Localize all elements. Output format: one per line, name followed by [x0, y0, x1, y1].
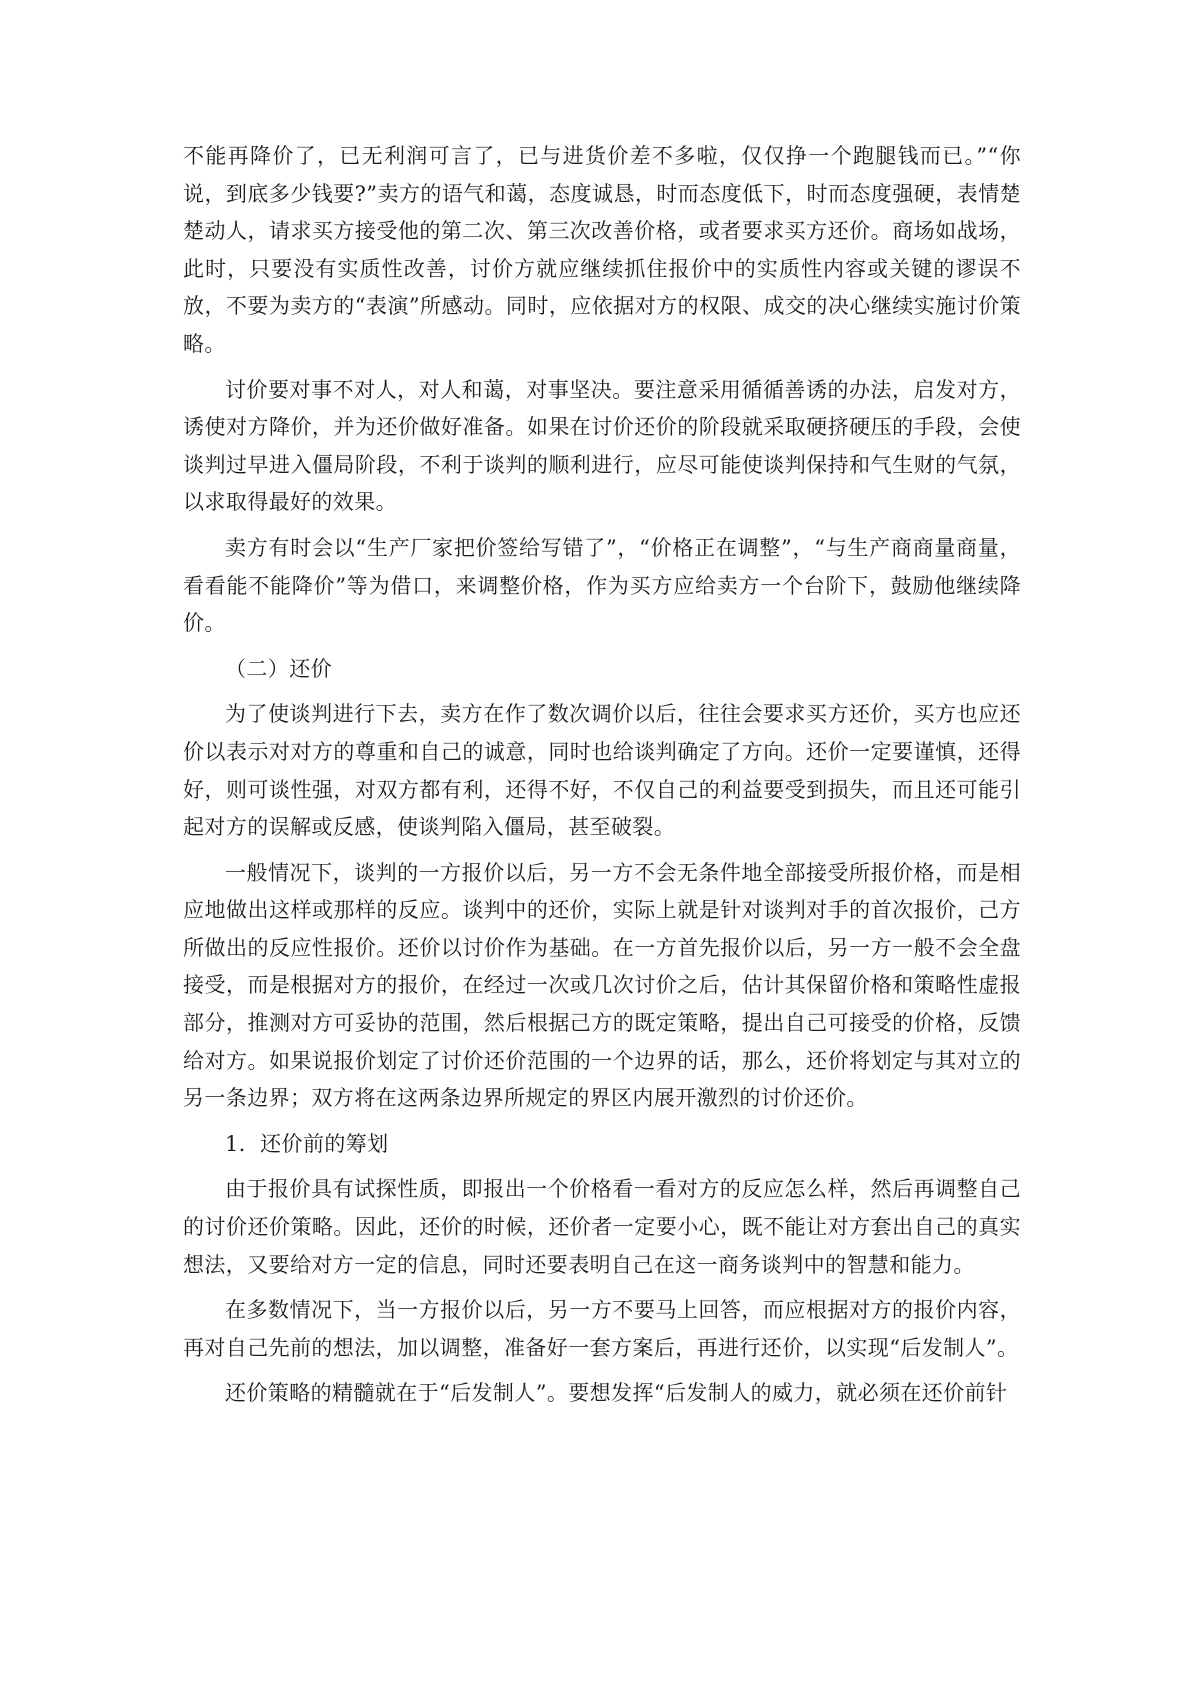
- paragraph-continuation: 不能再降价了，已无利润可言了，已与进货价差不多啦，仅仅挣一个跑腿钱而已。”“你说，到底多少钱要?”卖方的语气和蔼，态度诚恳，时而态度低下，时而态度强硬，表情楚楚动人，请求买方接受他的第二次、第三次改善价格，或者要求买方还价。商场如战场，此时，只要没有实质性改善，讨价方就应继续抓住报价中的实质性内容或关键的谬误不放，不要为卖方的“表演”所感动。同时，应依据对方的权限、成交的决心继续实施讨价策略。: [183, 144, 1021, 356]
- paragraph-gap: [183, 522, 1021, 530]
- paragraph: 由于报价具有试探性质，即报出一个价格看一看对方的反应怎么样，然后再调整自己的讨价还价策略。因此，还价的时候，还价者一定要小心，既不能让对方套出自己的真实想法，又要给对方一定的信息，同时还要表明自己在这一商务谈判中的智慧和能力。: [183, 1177, 1021, 1277]
- paragraph-gap: [183, 1118, 1021, 1126]
- paragraph: 还价策略的精髓就在于“后发制人”。要想发挥“后发制人的威力，就必须在还价前针: [225, 1381, 1008, 1406]
- paragraph-gap: [183, 643, 1021, 651]
- paragraph-gap: [183, 847, 1021, 855]
- paragraph-gap: [183, 1367, 1021, 1375]
- paragraph: 在多数情况下，当一方报价以后，另一方不要马上回答，而应根据对方的报价内容，再对自己先前的想法，加以调整，准备好一套方案后，再进行还价，以实现“后发制人”。: [183, 1298, 1021, 1360]
- paragraph-gap: [183, 364, 1021, 372]
- paragraph-gap: [183, 1163, 1021, 1171]
- paragraph: 一般情况下，谈判的一方报价以后，另一方不会无条件地全部接受所报价格，而是相应地做出这样或那样的反应。谈判中的还价，实际上就是针对谈判对手的首次报价，己方所做出的反应性报价。还价以讨价作为基础。在一方首先报价以后，另一方一般不会全盘接受，而是根据对方的报价，在经过一次或几次讨价之后，估计其保留价格和策略性虚报部分，推测对方可妥协的范围，然后根据己方的既定策略，提出自己可接受的价格，反馈给对方。如果说报价划定了讨价还价范围的一个边界的话，那么，还价将划定与其对立的另一条边界；双方将在这两条边界所规定的界区内展开激烈的讨价还价。: [183, 860, 1021, 1111]
- paragraph: 为了使谈判进行下去，卖方在作了数次调价以后，往往会要求买方还价，买方也应还价以表示对对方的尊重和自己的诚意，同时也给谈判确定了方向。还价一定要谨慎，还得好，则可谈性强，对双方都有利，还得不好，不仅自己的利益要受到损失，而且还可能引起对方的误解或反感，使谈判陷入僵局，甚至破裂。: [183, 702, 1021, 840]
- paragraph: 讨价要对事不对人，对人和蔼，对事坚决。要注意采用循循善诱的办法，启发对方，诱使对方降价，并为还价做好准备。如果在讨价还价的阶段就采取硬挤硬压的手段，会使谈判过早进入僵局阶段，不利于谈判的顺利进行，应尽可能使谈判保持和气生财的气氛，以求取得最好的效果。: [183, 377, 1021, 515]
- paragraph-gap: [183, 1284, 1021, 1292]
- paragraph: 卖方有时会以“生产厂家把价签给写错了”，“价格正在调整”，“与生产商商量商量，看看能不能降价”等为借口，来调整价格，作为买方应给卖方一个台阶下，鼓励他继续降价。: [183, 535, 1021, 636]
- document-page: [183, 138, 1021, 1413]
- subsection-heading: 1．还价前的筹划: [225, 1131, 389, 1156]
- paragraph-gap: [183, 688, 1021, 696]
- section-heading: （二）还价: [225, 656, 332, 681]
